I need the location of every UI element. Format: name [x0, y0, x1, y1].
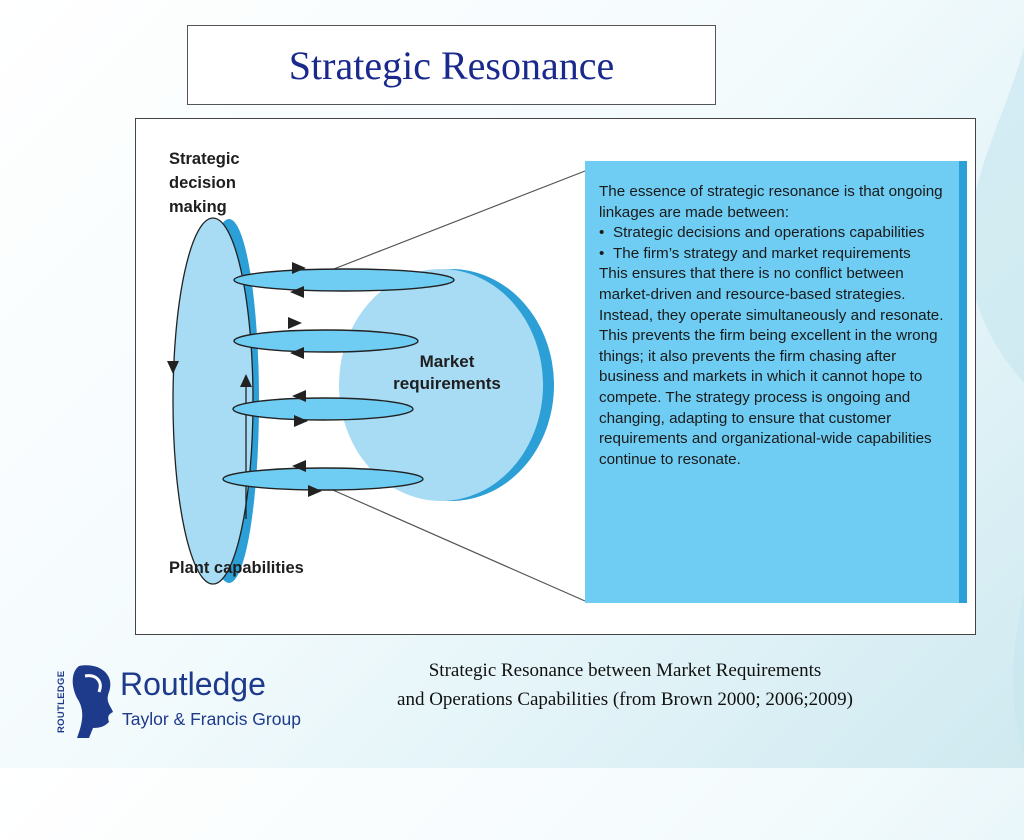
- panel-bullet-2-text: The firm’s strategy and market requirements: [613, 244, 911, 262]
- strategic-label-line2: decision: [169, 174, 236, 192]
- capability-disc: [173, 218, 259, 584]
- caption-line1: Strategic Resonance between Market Requirements: [428, 660, 822, 681]
- strategic-label-line1: Strategic: [169, 150, 240, 168]
- market-label-line1: Market: [419, 352, 475, 371]
- caption-line2: and Operations Capabilities (from Brown 2000; 2006;2009): [397, 689, 853, 710]
- routledge-logo: [56, 662, 326, 742]
- bullet-dot-icon: •: [599, 224, 605, 242]
- panel-intro: The essence of strategic resonance is that ongoing linkages are made between:: [599, 183, 943, 221]
- figure-caption: [300, 656, 950, 714]
- panel-body: This ensures that there is no conflict between market-driven and resource-based strategies. Instead, they operate simultaneously and resonate. This prevents the firm being excellent in the wrong things; it also prevents the firm chasing after business and markets in which it cannot hope to compete. The strategy process is ongoing and changing, adapting to ensure that customer requirements and organizational-wide capabilities continue to resonate.: [599, 265, 944, 468]
- callout-line-top: [321, 171, 585, 274]
- strategic-decision-label: [169, 147, 240, 219]
- title-box: [187, 25, 716, 105]
- logo-subtitle: Taylor & Francis Group: [122, 709, 301, 729]
- panel-bullet-1: [599, 223, 944, 244]
- panel-bullet-1-text: Strategic decisions and operations capabilities: [613, 224, 925, 242]
- explanation-panel: [585, 161, 959, 603]
- market-label-line2: requirements: [393, 374, 501, 393]
- logo-name: Routledge: [120, 666, 266, 702]
- routledge-head-icon: [71, 662, 117, 740]
- callout-line-bottom: [326, 487, 585, 601]
- strategic-label-line3: making: [169, 198, 227, 216]
- resonance-figure: [135, 118, 976, 635]
- logo-vertical-text: ROUTLEDGE: [56, 670, 67, 734]
- market-requirements-label: [372, 351, 522, 395]
- bullet-dot-icon: •: [599, 244, 605, 262]
- panel-bullet-2: [599, 244, 944, 265]
- slide-title: Strategic Resonance: [288, 42, 615, 88]
- plant-capabilities-label: Plant capabilities: [169, 559, 304, 577]
